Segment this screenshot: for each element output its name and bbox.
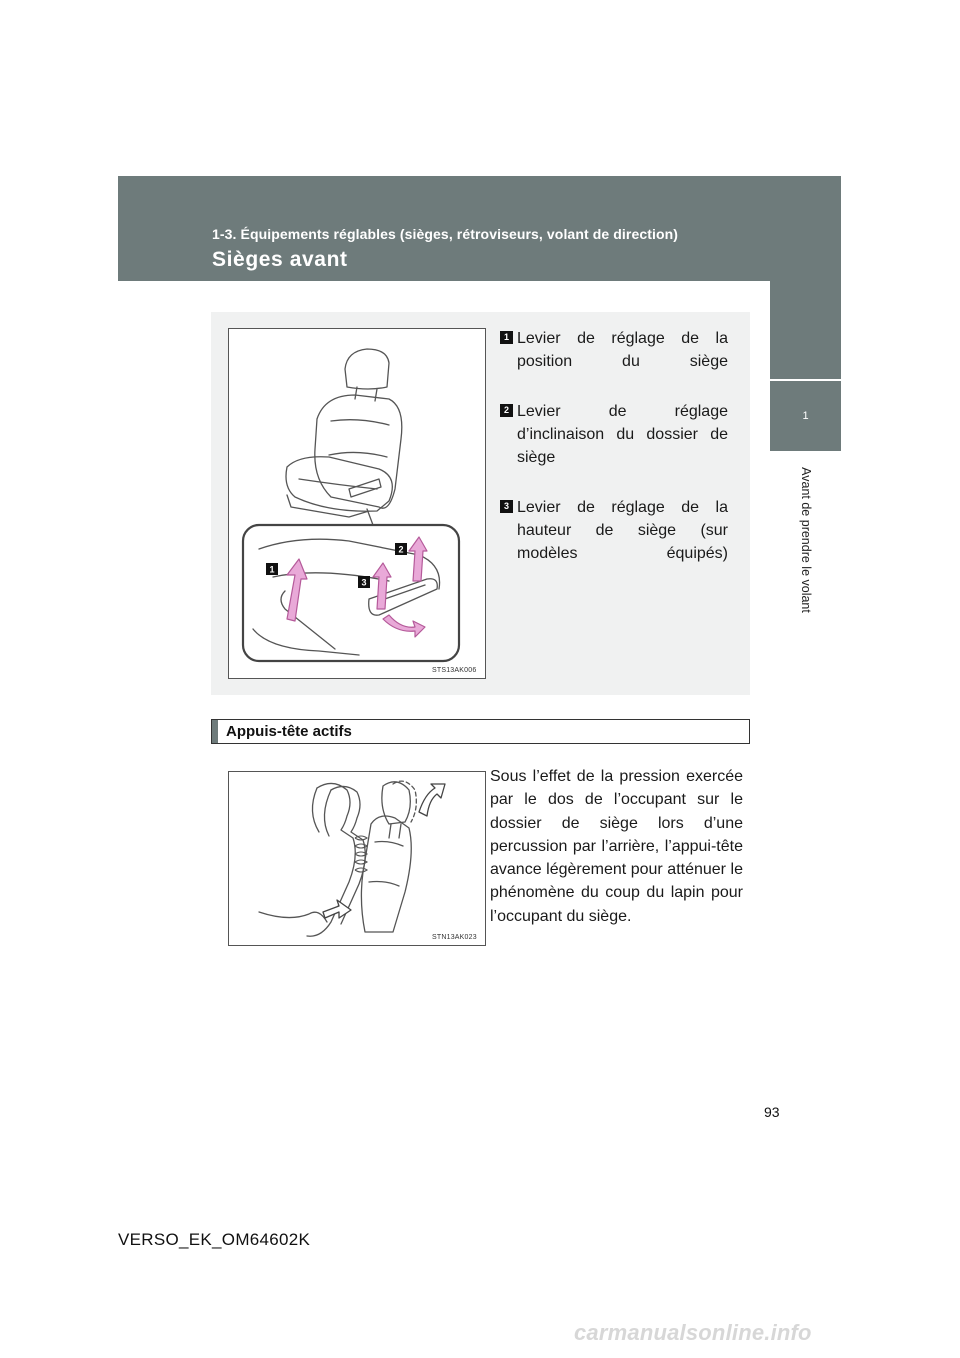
headrest-description: Sous l’effet de la pression exercée par le dos de l’occupant sur le dossier de siège lors d’une percussion par l’arrière, l’appui-tête avance légèrement pour atténuer le phénomène du coup du lapin pour l’occupant du siège. — [490, 768, 743, 925]
page-title: Sièges avant — [212, 248, 348, 271]
callout-text: Levier de réglage de la position du siège — [517, 330, 728, 370]
section-header — [211, 719, 750, 744]
callout-item — [500, 496, 728, 588]
seat-adjustment-illustration — [228, 328, 486, 679]
figure-code: STS13AK006 — [432, 667, 477, 674]
page-number: 93 — [764, 1104, 780, 1120]
callout-text: Levier de réglage de la hauteur de siège (sur modèles équipés) — [517, 499, 728, 562]
active-headrest-illustration — [228, 771, 486, 946]
callout-item — [500, 400, 728, 492]
svg-text:1: 1 — [269, 564, 275, 575]
svg-text:2: 2 — [398, 544, 404, 555]
headrest-drawing — [229, 772, 485, 945]
header-band — [118, 176, 841, 281]
section-label: 1-3. Équipements réglables (sièges, rétroviseurs, volant de direction) — [212, 226, 679, 242]
side-tab-chapter-number: 1 — [770, 381, 841, 451]
svg-text:3: 3 — [361, 577, 367, 588]
seat-drawing — [229, 329, 485, 678]
section-header-bar — [212, 720, 218, 743]
callout-badge: 2 — [500, 404, 513, 417]
callout-badge: 1 — [500, 331, 513, 344]
callout-text: Levier de réglage d’inclinaison du dossier de siège — [517, 403, 728, 466]
section-title: Appuis-tête actifs — [226, 723, 352, 740]
side-tab — [770, 176, 841, 379]
watermark: carmanualsonline.info — [574, 1320, 812, 1345]
callout-list — [500, 327, 728, 592]
callout-badge: 3 — [500, 500, 513, 513]
callout-item — [500, 327, 728, 396]
document-code: VERSO_EK_OM64602K — [118, 1230, 311, 1249]
figure-code: STN13AK023 — [432, 934, 477, 941]
side-tab-chapter-title: Avant de prendre le volant — [799, 467, 813, 613]
